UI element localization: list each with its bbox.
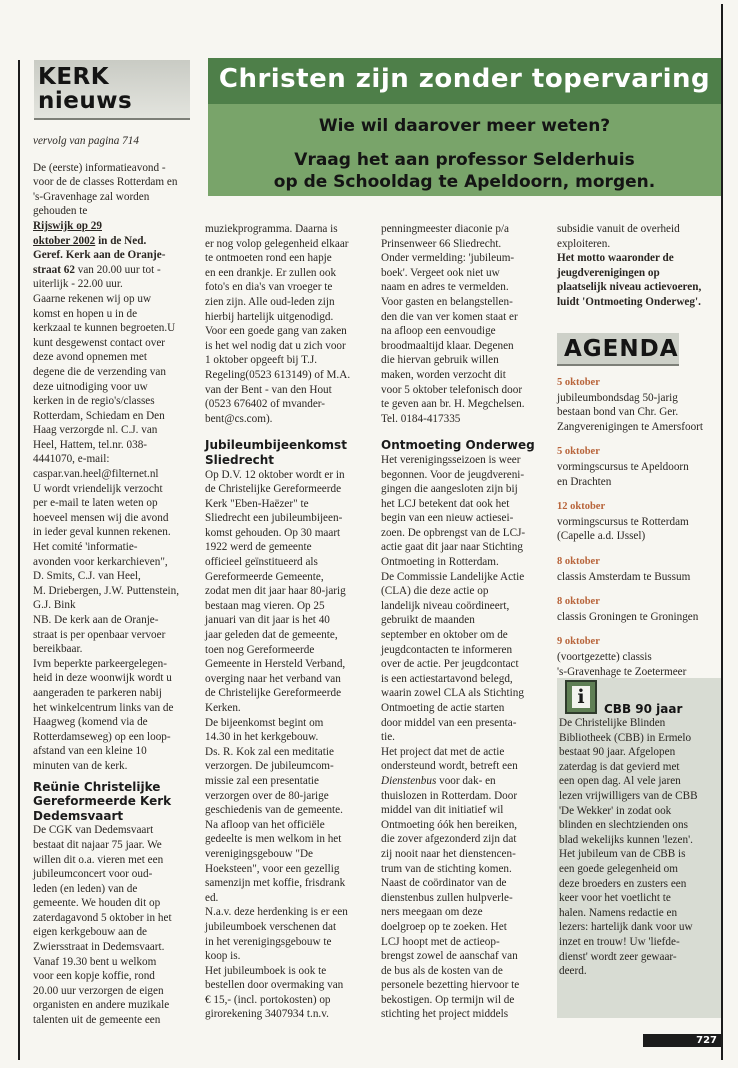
text-line: brengst zowel de aanschaf van [381,950,518,963]
agenda-item [557,635,719,679]
text-line: eigen kerkgebouw aan de [33,926,147,939]
text-line: De (eerste) informatieavond - [33,161,166,174]
text-line: stichting het project middels [381,1008,509,1021]
text-line: te geven aan br. H. Megchelsen. [381,398,525,411]
text-line: Hoeksteen", voor een gezellig [205,862,340,875]
text-line: actie gaat dit jaar naar Stichting [381,541,523,554]
agenda-item [557,376,719,434]
date-link: oktober 2002 [33,234,96,247]
page-number: 727 [643,1034,721,1047]
agenda-date: 9 oktober [557,636,600,648]
text-line: verenigingsgebouw "De [205,847,314,860]
text-line: halen. Namens redactie en [559,906,678,919]
text-line: deze broeders en zusters een [559,877,687,890]
text-line: (CLA) die deze actie op [381,585,489,598]
inline-emphasis-line [33,234,195,249]
text-line: luidt 'Ontmoeting Onderweg'. [557,295,701,308]
text-line: voor 5 oktober telefonisch door [381,383,523,396]
text-line: heid in deze woonwijk wordt u [33,672,172,685]
text-line: januari van dit jaar is het 40 [205,614,330,627]
emphasis-text: in de Ned. [95,234,147,247]
text-line: subsidie vanuit de overheid [557,223,680,235]
text-line: den die van ver komen staat er [381,310,518,323]
text-line: Het jubileum van de CBB is [559,848,686,861]
text-line: begin van een nieuw actiesei- [381,512,514,525]
emphasis-text: straat 62 [33,263,75,276]
text-line: van der Bent - van den Hout [205,383,332,396]
text-line: samenzijn met koffie, frisdrank [205,877,346,890]
text-line: ners meegaan om deze [381,906,483,919]
paragraph-lines [381,789,546,1023]
announcement-banner [208,58,721,196]
text-line: Rotterdam, Schiedam en Den [33,409,165,422]
text-line: verzorgen over de 80-jarige [205,789,329,802]
agenda-description: Zangverenigingen te Amersfoort [557,420,704,433]
agenda-title: AGENDA [564,336,679,362]
text-line: in het verenigingsgebouw te [205,935,332,948]
text-line: in ieder geval kunnen rekenen. [33,526,171,539]
paragraph-lines [381,222,546,426]
text-line: bestaat 90 jaar. Afgelopen [559,746,676,759]
text-line: Na afloop van het officiële [205,818,325,831]
paragraph-lines [33,277,195,773]
text-line: Voor een goede gang van zaken [205,325,347,338]
text-line: kerkzaal te kunnen begroeten.U [33,322,176,335]
text-line: jeugdcontacten te informeren [381,643,513,656]
section-header-line1: KERK [38,64,110,90]
text-line: Het motto waaronder de [557,252,674,265]
text-line: zaterdag is dat gevierd met [559,760,680,773]
text-line: maken, worden verzocht dit [381,368,506,381]
cbb-title: CBB 90 jaar [604,702,683,716]
text-line: september en oktober om de [381,629,508,642]
text-line: 1 oktober opgeeft bij T.J. [205,354,318,367]
text-line: muziekprogramma. Daarna is [205,223,338,235]
text-line: Onder vermelding: 'jubileum- [381,252,515,265]
text-line: kunt desgewenst contact over [33,336,166,349]
text-line: komst en hopen u in de [33,307,138,320]
article-heading-reunie [33,780,195,824]
text-line: jeugdverenigingen op [557,266,660,279]
text-line: Gemeente in Hersteld Verband, [205,658,346,671]
text-line: Kerk "Eben-Haëzer" te [205,497,309,510]
text-line: gemeente. We houden dit op [33,897,161,910]
agenda-date: 8 oktober [557,555,600,567]
agenda-date: 5 oktober [557,377,600,388]
text-line: De CGK van Dedemsvaart [33,824,154,837]
text-line: bereikbaar. [33,643,83,656]
text-line: een open dag. Al vele jaren [559,775,681,788]
text-line: Ivm beperkte parkeergelegen- [33,657,167,670]
text-line: Naast de coördinator van de [381,877,507,890]
text-line: zodat men dit jaar haar 80-jarig [205,585,346,598]
text-line: ondersteund wordt, betreft een [381,760,518,773]
text-line: zoen. De opbrengst van de LCJ- [381,526,526,539]
text-line: Tel. 0184-417335 [381,412,461,425]
text-line: inzet en trouw! Uw 'liefde- [559,935,680,948]
info-icon [565,680,597,714]
text-line: De bijeenkomst begint om [205,716,324,729]
text-line: bent@cs.com). [205,412,273,425]
text-line: de Christelijke Gereformeerde [205,483,342,496]
text-line: waarin zowel CLA als Stichting [381,687,524,700]
text-line: deerd. [559,965,587,978]
text-line: Ontmoeting in Rotterdam. [381,556,499,569]
text-line: missie zal een presentatie [205,774,319,787]
text-line: Het verenigingsseizoen is weer [381,453,521,466]
section-header-line2: nieuws [38,88,133,114]
text-line: 20.00 uur verzorgen de eigen [33,984,164,997]
text-line: Zwiersstraat in Dedemsvaart. [33,941,165,954]
text-line: NB. De kerk aan de Oranje- [33,614,159,626]
text-line: leden (en leden) van de [33,882,138,895]
text-line: N.a.v. deze herdenking is er een [205,906,348,919]
agenda-description: classis Groningen te Groningen [557,610,699,623]
agenda-date: 8 oktober [557,596,600,608]
text-line: Voor gasten en belangstellen- [381,295,513,308]
agenda-description: classis Amsterdam te Bussum [557,570,691,583]
text-line: Vanaf 19.30 bent u welkom [33,955,157,968]
text-line: Het comité 'informatie- [33,541,138,554]
text-line: trum van de stichting komen. [381,862,512,875]
article-column-3 [381,222,546,1022]
paragraph-lines [205,222,370,426]
text-line: jubileumconcert voor oud- [33,868,153,881]
text-line: zien zijn. Alle oud-leden zijn [205,295,335,308]
text-line: 14.30 in het kerkgebouw. [205,731,319,744]
inline-emphasis-line [33,263,195,278]
section-header-kerk-nieuws [34,60,190,120]
text-line: avonden voor kerkarchieven", [33,555,168,568]
text-line: Rotterdamseweg) op een loop- [33,730,171,743]
text-line: hierbij hartelijk uitgenodigd. [205,310,334,323]
text-line: Haag verzorgde nl. C.J. van [33,424,158,437]
heading-line: Dedemsvaart [33,808,124,823]
text-line: Gaarne rekenen wij op uw [33,292,152,305]
agenda-list [557,376,719,690]
banner-question: Wie wil daarover meer weten? [318,116,611,136]
text-line: girorekening 3407934 t.n.v. [205,1008,329,1021]
text-line: talenten uit de gemeente een [33,1014,161,1027]
text-line: er nog volop gelegenheid elkaar [205,237,349,250]
text-line: 4441070, e-mail: [33,453,110,466]
text-line: bestaat dit najaar 75 jaar. We [33,838,162,851]
text-line: broodmaaltijd klaar. Degenen [381,339,514,352]
text-line: De Christelijke Blinden [559,717,666,729]
text-line: 1922 werd de gemeente [205,541,312,554]
text-line: toen nog Gereformeerde [205,643,315,656]
text-line: een goede gelegenheid om [559,862,678,875]
article-heading-ontmoeting: Ontmoeting Onderweg [381,438,535,453]
heading-line: Reünie Christelijke [33,779,161,794]
agenda-description: vormingscursus te Apeldoorn [557,460,689,473]
agenda-item [557,555,719,584]
article-column-2 [205,222,370,1022]
text-line: deze uitnodiging voor uw [33,380,148,393]
text-line: komst gehouden. Op 30 maart [205,526,341,539]
text-line: Ontmoeting de actie starten [381,702,505,714]
text-line: dienst' wordt zeer gewaar- [559,950,677,963]
inline-emphasis-line [33,219,195,234]
cbb-text [559,716,719,979]
text-line: Haagweg (komend via de [33,716,148,729]
right-margin-rule [721,4,723,1060]
text-line: zaterdagavond 5 oktober in het [33,911,172,924]
text-line: uiterlijk - 22.00 uur. [33,278,123,291]
article-column-1 [33,134,195,1028]
text-line: officieel geïnstitueerd als [205,556,318,569]
text-line: foto's en dia's van vroeger te [205,281,333,294]
text-line: D. Smits, C.J. van Heel, [33,570,141,583]
agenda-date: 12 oktober [557,501,606,513]
text-line: Op D.V. 12 oktober wordt er in [205,468,345,481]
agenda-description: bestaan bond van Chr. Ger. [557,406,679,419]
text-line: thuislozen in Rotterdam. Door [381,789,518,802]
agenda-header [557,333,679,366]
text-line: bekostigen. Op termijn wil de [381,993,515,1006]
text-line: het winkelcentrum links van de [33,701,174,714]
text-line: boek'. Vergeet ook niet uw [381,266,500,279]
heading-line: Gereformeerde Kerk [33,794,172,809]
banner-title: Christen zijn zonder topervaring [218,64,711,94]
text-line: bestellen door overmaking van [205,979,344,992]
text-line: organisten en andere muzikale [33,999,170,1012]
text-line: blinden en slechtzienden ons [559,819,688,832]
paragraph-lines [205,468,370,1023]
text-line: die hiervan gebruik willen [381,354,499,367]
agenda-description: (voortgezette) classis [557,650,652,663]
paragraph-lines [381,453,546,774]
text-line: afstand van een kleine 10 [33,745,147,758]
heading-line: Jubileumbijeenkomst [205,438,347,453]
text-line: U wordt vriendelijk verzocht [33,482,163,495]
emphasis-text: Dienstenbus [381,774,437,787]
banner-answer-line1: Vraag het aan professor Selderhuis [294,150,635,170]
text-line: 's-Gravenhage zal worden [33,190,150,203]
agenda-description: 's-Gravenhage te Zoetermeer [557,665,687,678]
text-line: te ontmoeten rond een hapje [205,252,332,265]
text-line: de bus als de kosten van de [381,964,503,977]
text-line: over de actie. Per jeugdcontact [381,658,519,671]
text-line: de Christelijke Gereformeerde [205,687,342,700]
text-line: deze avond opnemen met [33,351,148,364]
text-line: koop is. [205,950,241,963]
text-line: per e-mail te laten weten op [33,497,158,510]
agenda-date: 5 oktober [557,446,600,458]
text-line: aangeraden te parkeren nabij [33,686,162,699]
text-line: caspar.van.heel@filternet.nl [33,468,159,481]
agenda-item [557,500,719,544]
text-line: plaatselijk niveau actievoeren, [557,281,702,294]
paragraph-lines [559,716,719,979]
inline-emphasis-line [381,774,546,789]
text-line: voor een kopje koffie, rond [33,970,155,983]
text-line: overging naar het verband van [205,672,341,685]
text-line: na afloop een eenvoudige [381,325,496,338]
text-line: dienstenbus zullen hulpverle- [381,891,513,904]
text-line: Gereformeerde Gemeente, [205,570,324,583]
text-line: door middel van een presenta- [381,716,517,729]
text-line: LCJ hoopt met de actieop- [381,935,500,948]
text-line: Heel, Hattem, tel.nr. 038- [33,438,148,451]
text-line: Regeling(0523 613149) of M.A. [205,368,351,381]
paragraph-lines [33,161,195,219]
text-line: gebruikt de maanden [381,614,475,627]
agenda-item [557,595,719,624]
text-line: Ontmoeting óók hen bereiken, [381,818,518,831]
location-link: Rijswijk op 29 [33,219,102,232]
text-line: Sliedrecht een jubileumbijeen- [205,512,343,525]
text-line: verzorgen. De jubileumcom- [205,760,334,773]
text-line: is het wel nodig dat u zich voor [205,339,346,352]
text-line: Bibliotheek (CBB) in Ermelo [559,731,692,744]
text-line: naam en adres te vermelden. [381,281,509,294]
text-line: willen dit o.a. vieren met een [33,853,164,866]
text-line: gingen die aangesloten zijn bij [381,483,518,496]
heading-line: Sliedrecht [205,452,275,467]
text-line: bestaan mag vieren. Op 25 [205,599,325,612]
text-line: ed. [205,891,219,904]
text-line: jubileumboek verschenen dat [205,920,337,933]
motto-lines [557,251,719,309]
text-line: kerken in de regio's/classes [33,395,155,408]
text-line: gehouden te [33,205,88,218]
text-line: G.J. Bink [33,599,76,612]
body-text: van 20.00 uur tot - [74,263,161,276]
agenda-item [557,445,719,489]
text-line: M. Driebergen, J.W. Puttenstein, [33,584,180,597]
banner-answer-line2: op de Schooldag te Apeldoorn, morgen. [273,172,656,192]
text-line: blad wekelijks kunnen 'lezen'. [559,833,693,846]
text-line: voor de de classes Rotterdam en [33,176,178,189]
paragraph-lines [33,823,195,1027]
text-line: en een drankje. Er zullen ook [205,266,337,279]
text-line: 'De Wekker' in zodat ook [559,804,672,817]
text-line: € 15,- (incl. portokosten) op [205,993,331,1006]
text-line: minuten van de kerk. [33,759,128,772]
text-line: hoeveel mensen wij die avond [33,511,169,524]
text-line: straat is per openbaar vervoer [33,628,166,641]
text-line: doelgroep op te zoeken. Het [381,920,507,933]
article-column-4 [557,222,719,310]
text-line: exploiteren. [557,237,611,250]
text-line: jaar geleden dat de gemeente, [205,629,338,642]
text-line: De Commissie Landelijke Actie [381,570,525,583]
text-line: penningmeester diaconie p/a [381,223,509,235]
text-line: tie. [381,731,395,744]
agenda-description: jubileumbondsdag 50-jarig [557,391,678,404]
agenda-description: (Capelle a.d. IJssel) [557,530,646,543]
body-text: voor dak- en [436,774,496,787]
left-margin-rule [18,60,20,1060]
article-heading-sliedrecht [205,438,370,467]
text-line: die zover afgezonderd zijn dat [381,833,517,846]
text-line: Het project dat met de actie [381,745,505,758]
text-line: het LCJ betekent dat ook het [381,497,510,510]
continued-note: vervolg van pagina 714 [33,135,139,147]
text-line: personele bezetting hiervoor te [381,979,520,992]
text-line: is een actiestartavond belegd, [381,672,513,685]
text-line: Ds. R. Kok zal een meditatie [205,745,334,758]
text-line: geschiedenis van de gemeente. [205,804,343,817]
text-line: gedeelte is men welkom in het [205,833,342,846]
info-icon-glyph: i [572,686,590,708]
text-line: begonnen. Voor de jeugdvereni- [381,468,525,481]
text-line: zij nooit naar het dienstencen- [381,847,516,860]
emphasis-text: Geref. Kerk aan de Oranje- [33,249,166,262]
agenda-description: vormingscursus te Rotterdam [557,515,689,528]
text-line: degene die de verzending van [33,365,166,378]
text-line: keer voor het voetlicht te [559,892,671,905]
text-line: lezen vrijwilligers van de CBB [559,789,698,802]
agenda-description: en Drachten [557,475,612,488]
text-line: (0523 676402 of mvander- [205,398,326,411]
paragraph-lines [557,222,719,251]
text-line: Kerken. [205,702,241,714]
text-line: lezers: hartelijk dank voor uw [559,921,693,934]
text-line: Het jubileumboek is ook te [205,964,327,977]
text-line: Prinsenweer 66 Sliedrecht. [381,237,502,250]
text-line: middel van dit initiatief wil [381,804,504,817]
text-line: landelijk niveau coördineert, [381,599,510,612]
